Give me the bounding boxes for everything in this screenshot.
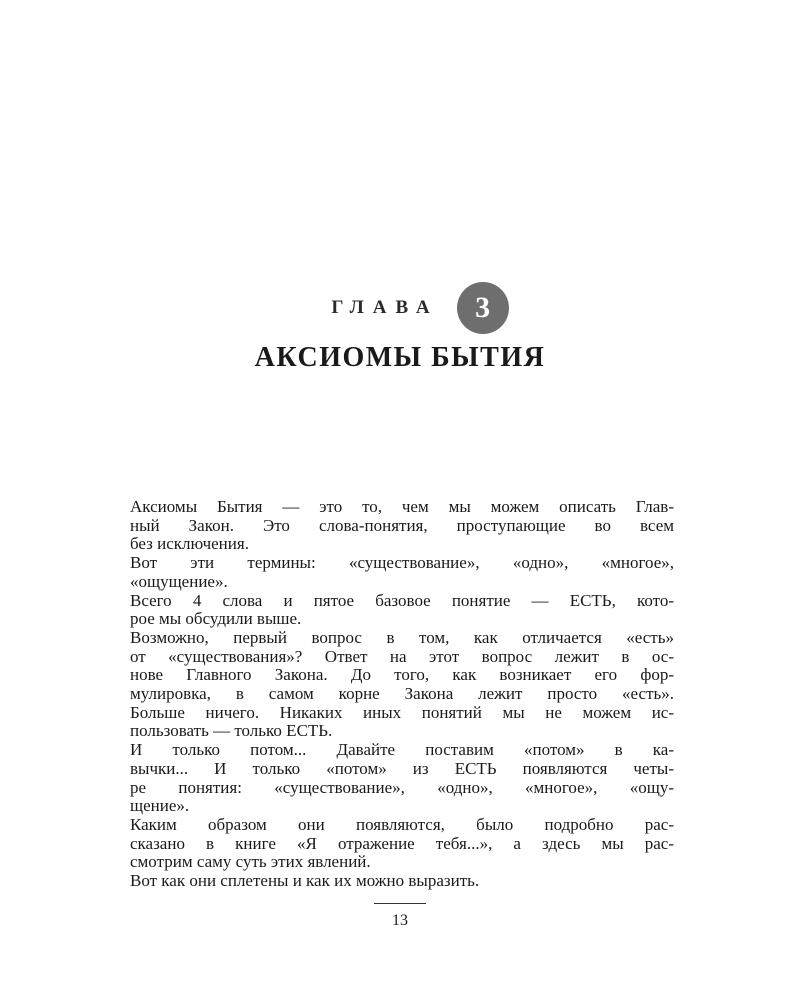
text-line: Вот как они сплетены и как их можно выразить.: [130, 871, 480, 891]
text-line: «ощущение».: [130, 571, 228, 591]
text-line: ный Закон. Это слова-понятия, проступающие во всем: [130, 515, 674, 535]
text-line: рое мы обсудили выше.: [130, 609, 302, 629]
text-line: Каким образом они появляются, было подробно рас-: [130, 814, 674, 834]
text-line: нове Главного Закона. До того, как возникает его фор-: [130, 665, 674, 685]
text-line: пользовать — только ЕСТЬ.: [130, 721, 333, 741]
text-line: Больше ничего. Никаких иных понятий мы не можем ис-: [130, 702, 674, 722]
text-line: Всего 4 слова и пятое базовое понятие — ЕСТЬ, кото-: [130, 590, 674, 610]
text-line: смотрим саму суть этих явлений.: [130, 852, 371, 872]
page-footer: [0, 903, 800, 930]
text-line: щение».: [130, 796, 190, 816]
chapter-header: [0, 282, 800, 374]
body-text: [130, 498, 674, 891]
text-line: Аксиомы Бытия — это то, чем мы можем описать Глав-: [130, 497, 674, 516]
chapter-label: ГЛАВА: [331, 297, 439, 318]
text-line: сказано в книге «Я отражение тебя...», а здесь мы рас-: [130, 833, 674, 853]
chapter-label-row: [0, 282, 800, 334]
page-number: 13: [392, 912, 408, 929]
text-line: вычки... И только «потом» из ЕСТЬ появляются четы-: [130, 758, 674, 778]
text-line: от «существования»? Ответ на этот вопрос лежит в ос-: [130, 646, 674, 666]
text-line: И только потом... Давайте поставим «потом» в ка-: [130, 740, 674, 760]
text-line: без исключения.: [130, 534, 249, 554]
footer-rule: [374, 903, 426, 904]
text-line: Возможно, первый вопрос в том, как отличается «есть»: [130, 627, 674, 647]
chapter-title: АКСИОМЫ БЫТИЯ: [254, 342, 546, 373]
text-line: мулировка, в самом корне Закона лежит просто «есть».: [130, 684, 674, 704]
chapter-number-badge: 3: [457, 282, 509, 334]
text-line: ре понятия: «существование», «одно», «многое», «ощу-: [130, 777, 674, 797]
text-line: Вот эти термины: «существование», «одно», «многое»,: [130, 553, 674, 573]
